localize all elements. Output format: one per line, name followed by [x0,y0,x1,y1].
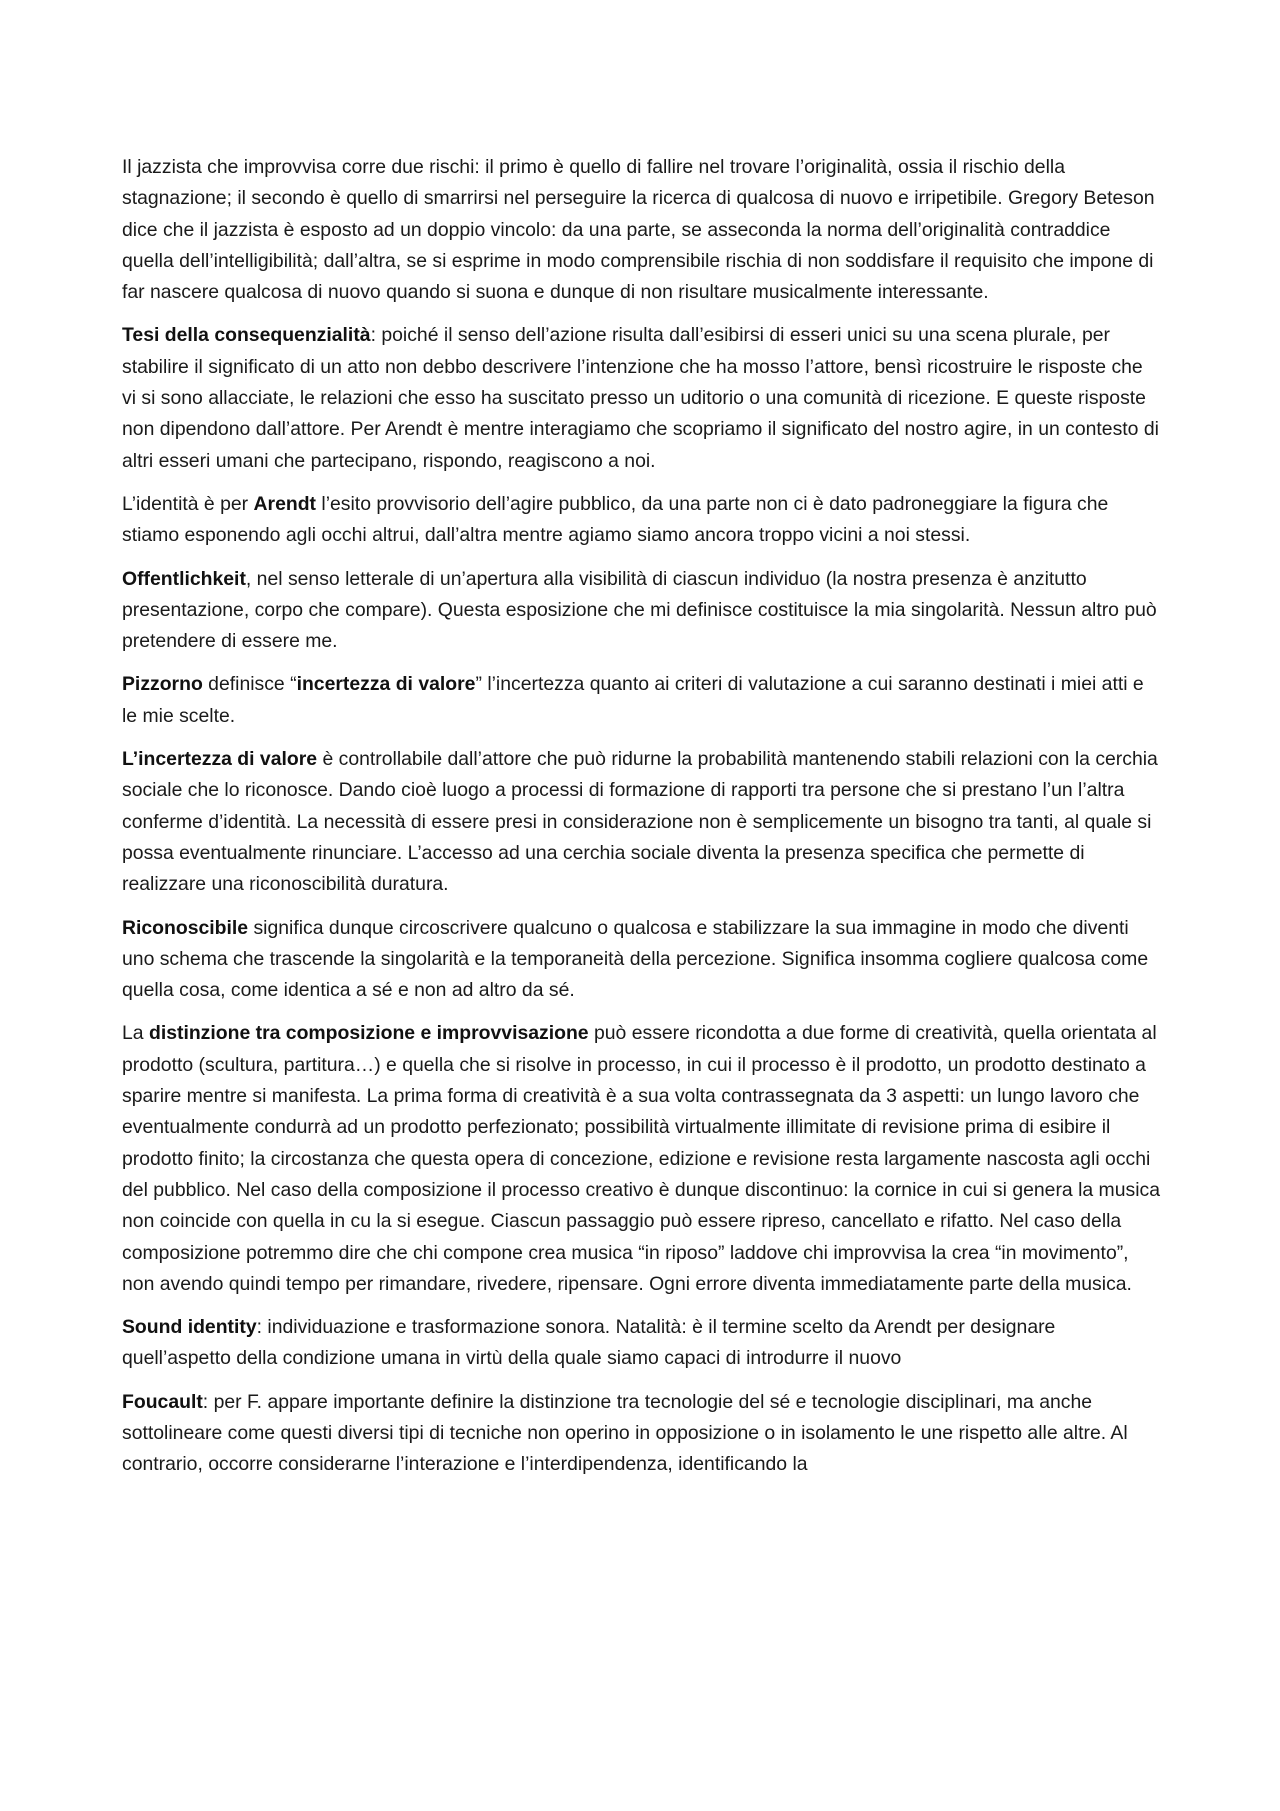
paragraph-text: : per F. appare importante definire la distinzione tra tecnologie del sé e tecnologie disciplinari, ma anche sottolineare come questi diversi tipi di tecniche non operino in opposizione o in isolamento le une rispetto alle altre. Al contrario, occorre considerarne l’interazione e l’interdipendenza, identificando la [122,1390,1128,1476]
paragraph-jazzista [122,152,1162,308]
paragraph-text: significa dunque circoscrivere qualcuno o qualcosa e stabilizzare la sua immagine in modo che diventi uno schema che trascende la singolarità e la temporaneità della percezione. Significa insomma cogliere qualcosa come quella cosa, come identica a sé e non ad altro da sé. [122,916,1149,1002]
paragraph-text: l’esito provvisorio dell’agire pubblico, da una parte non ci è dato padroneggiare la figura che stiamo esponendo agli occhi altrui, dall’altra mentre agiamo siamo ancora troppo vicini a noi stessi. [122,492,1109,547]
term-heading: Offentlichkeit [122,567,246,590]
paragraph-text: è controllabile dall’attore che può ridurne la probabilità mantenendo stabili relazioni con la cerchia sociale che lo riconosce. Dando cioè luogo a processi di formazione di rapporti tra persone che si prestano l’un l’altra conferme d’identità. La necessità di essere presi in considerazione non è semplicemente un bisogno tra tanti, al quale si possa eventualmente rinunciare. L’accesso ad una cerchia sociale diventa la presenza specifica che permette di realizzare una riconoscibilità duratura. [122,748,1158,896]
paragraph-text: : individuazione e trasformazione sonora. Natalità: è il termine scelto da Arendt per designare quell’aspetto della condizione umana in virtù della quale siamo capaci di introdurre il nuovo [122,1316,1056,1370]
term-heading: Sound identity [122,1316,257,1339]
paragraph-riconoscibile [122,913,1162,1007]
paragraph-text: può essere ricondotta a due forme di creatività, quella orientata al prodotto (scultura, partitura…) e quella che si risolve in processo, in cui il processo è il prodotto, un prodotto destinato a sparire mentre si manifesta. La prima forma di creatività è a sua volta contrassegnata da 3 aspetti: un lungo lavoro che eventualmente condurrà ad un prodotto perfezionato; possibilità virtualmente illimitate di revisione prima di esibire il prodotto finito; la circostanza che questa opera di concezione, edizione e revisione resta largamente nascosta agli occhi del pubblico. Nel caso della composizione il processo creativo è dunque discontinuo: la cornice in cui si genera la musica non coincide con quella in cu la si esegue. Ciascun passaggio può essere ripreso, cancellato e rifatto. Nel caso della composizione potremmo dire che chi compone crea musica “in riposo” laddove chi improvvisa la crea “in movimento”, non avendo quindi tempo per rimandare, rivedere, ripensare. Ogni errore diventa immediatamente parte della musica. [122,1022,1160,1295]
paragraph-offentlichkeit [122,564,1162,658]
paragraph-identita [122,489,1162,552]
term-heading: Tesi della consequenzialità [122,324,371,347]
paragraph-incertezza [122,744,1162,900]
paragraph-sound-identity [122,1312,1162,1375]
paragraph-pizzorno [122,669,1162,732]
term-heading: Foucault [122,1390,203,1413]
term-heading: Riconoscibile [122,916,249,939]
paragraph-text: La [122,1022,149,1045]
term-heading: L’incertezza di valore [122,748,318,771]
term-heading: Arendt [253,492,317,515]
paragraph-text: : poiché il senso dell’azione risulta dall’esibirsi di esseri unici su una scena plurale, per stabilire il significato di un atto non debbo descrivere l’intenzione che ha mosso l’attore, bensì ricostruire le risposte che vi si sono allacciate, le relazioni che esso ha suscitato presso un uditorio o una comunità di ricezione. E queste risposte non dipendono dall’attore. Per Arendt è mentre interagiamo che scopriamo il significato del nostro agire, in un contesto di altri esseri umani che partecipano, rispondo, reagiscono a noi. [122,324,1159,472]
paragraph-composizione [122,1018,1162,1300]
paragraph-foucault [122,1387,1162,1481]
term-heading: Pizzorno [122,673,203,696]
paragraph-text: , nel senso letterale di un’apertura alla visibilità di ciascun individuo (la nostra presenza è anzitutto presentazione, corpo che compare). Questa esposizione che mi definisce costituisce la mia singolarità. Nessun altro può pretendere di essere me. [122,567,1157,653]
paragraph-text: Il jazzista che improvvisa corre due rischi: il primo è quello di fallire nel trovare l’originalità, ossia il rischio della stagnazione; il secondo è quello di smarrirsi nel perseguire la ricerca di qualcosa di nuovo e irripetibile. Gregory Beteson dice che il jazzista è esposto ad un doppio vincolo: da una parte, se asseconda la norma dell’originalità contraddice quella dell’intelligibilità; dall’altra, se si esprime in modo comprensibile rischia di non soddisfare il requisito che impone di far nascere qualcosa di nuovo quando si suona e dunque di non risultare musicalmente interessante. [122,156,1155,304]
term-heading: incertezza di valore [296,673,476,696]
paragraph-text: L’identità è per [122,492,254,515]
paragraph-consequenzialita [122,320,1162,476]
paragraph-text: definisce “ [202,673,297,696]
term-heading: distinzione tra composizione e improvvisazione [148,1022,589,1045]
paragraph-text: ” l’incertezza quanto ai criteri di valutazione a cui saranno destinati i miei atti e le mie scelte. [122,673,1144,727]
